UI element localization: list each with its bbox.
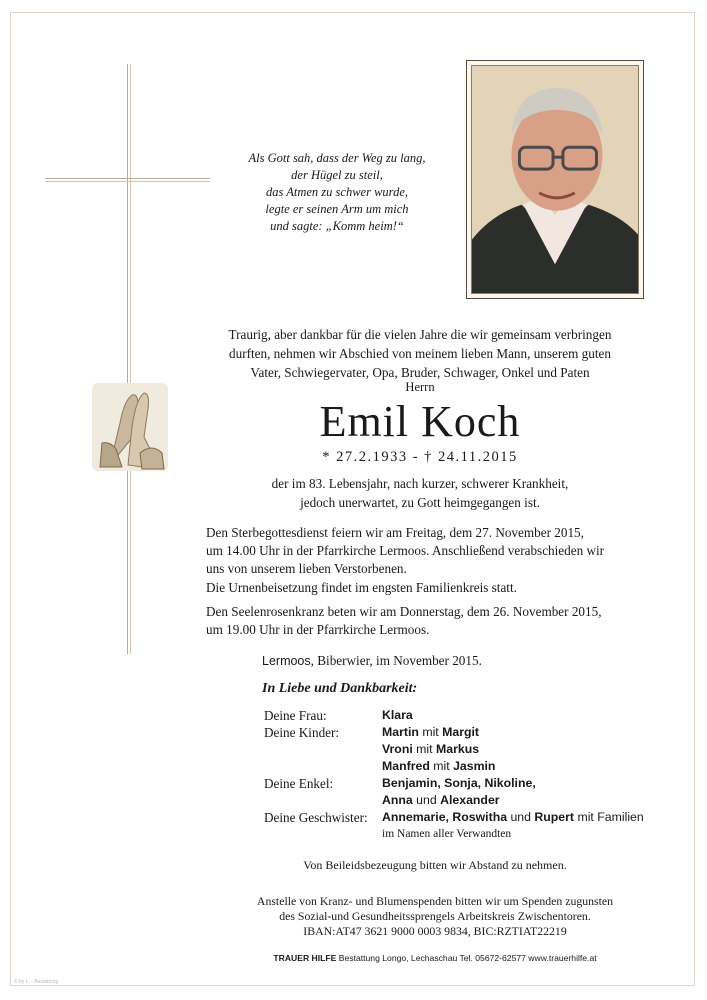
family-row-siblings xyxy=(264,809,664,826)
family-name: Anna xyxy=(382,793,413,807)
age-line: der im 83. Lebensjahr, nach kurzer, schwerer Krankheit, xyxy=(271,476,569,491)
family-name: Vroni xyxy=(382,742,413,756)
family-name: Alexander xyxy=(440,793,500,807)
cross-horizontal-beam xyxy=(45,178,210,182)
family-name: Rupert xyxy=(534,810,575,824)
place-rest: , Biberwier, im November 2015. xyxy=(310,653,482,668)
poem-line: und sagte: „Komm heim!“ xyxy=(270,219,404,233)
family-label: Deine Enkel: xyxy=(264,776,334,791)
portrait-frame xyxy=(466,60,644,299)
family-row-relatives xyxy=(264,826,664,843)
family-connector: mit xyxy=(429,759,454,773)
dedication: In Liebe und Dankbarkeit: xyxy=(262,681,418,696)
footer-brand: TRAUER HILFE xyxy=(273,953,337,963)
family-connector: mit xyxy=(418,725,443,739)
donation-line: des Sozial-und Gesundheitssprengels Arbeitskreis Zwischentoren. xyxy=(279,909,591,923)
deceased-name: Emil Koch xyxy=(319,397,521,446)
poem xyxy=(232,150,442,235)
service-line: Den Sterbegottesdienst feiern wir am Freitag, dem 27. November 2015, xyxy=(206,525,584,540)
poem-line: legte er seinen Arm um mich xyxy=(265,202,409,216)
family-connector: mit Familien xyxy=(574,810,644,824)
rosary-paragraph xyxy=(206,603,648,639)
family-row-wife xyxy=(264,707,664,724)
family-label: Deine Kinder: xyxy=(264,725,340,740)
family-connector: und xyxy=(507,810,535,824)
age-text xyxy=(200,474,640,512)
intro-line: Vater, Schwiegervater, Opa, Bruder, Schwager, Onkel und Paten xyxy=(250,365,590,380)
poem-line: der Hügel zu steil, xyxy=(291,168,383,182)
family-row-children-3 xyxy=(264,758,664,775)
intro-line: durften, nehmen wir Abschied von meinem lieben Mann, unserem guten xyxy=(229,346,611,361)
family-connector: mit xyxy=(412,742,436,756)
family-row-children-2 xyxy=(264,741,664,758)
life-dates: * 27.2.1933 - † 24.11.2015 xyxy=(322,449,518,465)
intro-text xyxy=(200,325,640,382)
family-row-children xyxy=(264,724,664,741)
place-town: Lermoos xyxy=(262,654,311,668)
family-label: Deine Geschwister: xyxy=(264,810,368,825)
donation-note xyxy=(200,894,670,939)
family-name: Benjamin, Sonja, Nikoline, xyxy=(382,776,536,790)
condolence-note: Von Beileidsbezeugung bitten wir Abstand zu nehmen. xyxy=(303,858,567,872)
footer xyxy=(200,953,670,963)
intro-line: Traurig, aber dankbar für die vielen Jahre die wir gemeinsam verbringen xyxy=(228,327,612,342)
family-label: Deine Frau: xyxy=(264,708,327,723)
age-line: jedoch unerwartet, zu Gott heimgegangen ist. xyxy=(300,495,540,510)
family-row-grandchildren-2 xyxy=(264,792,664,809)
family-name: Annemarie, Roswitha xyxy=(382,810,508,824)
family-name: Klara xyxy=(382,708,413,722)
cross-vertical-beam xyxy=(127,64,131,654)
service-line: um 14.00 Uhr in der Pfarrkirche Lermoos. Anschließend verabschieden wir xyxy=(206,543,605,558)
poem-line: Als Gott sah, dass der Weg zu lang, xyxy=(248,151,426,165)
family-list xyxy=(264,707,664,843)
family-name: Martin xyxy=(382,725,419,739)
family-name: Markus xyxy=(435,742,480,756)
portrait-photo xyxy=(471,65,639,294)
poem-line: das Atmen zu schwer wurde, xyxy=(265,185,408,199)
family-name: Margit xyxy=(442,725,480,739)
salutation: Herrn xyxy=(405,380,435,394)
urn-paragraph xyxy=(206,579,648,597)
family-connector: und xyxy=(412,793,441,807)
rosary-line: um 19.00 Uhr in der Pfarrkirche Lermoos. xyxy=(206,622,430,637)
family-name: Manfred xyxy=(382,759,430,773)
donation-line: IBAN:AT47 3621 9000 0003 9834, BIC:RZTIAT22219 xyxy=(303,924,567,938)
family-name: Jasmin xyxy=(453,759,496,773)
relatives-note: im Namen aller Verwandten xyxy=(382,828,512,840)
footer-text: Bestattung Longo, Lechaschau Tel. 05672-62577 www.trauerhilfe.at xyxy=(336,953,597,963)
rosary-line: Den Seelenrosenkranz beten wir am Donnerstag, dem 26. November 2015, xyxy=(206,604,602,619)
urn-line: Die Urnenbeisetzung findet im engsten Familienkreis statt. xyxy=(206,580,517,595)
donation-line: Anstelle von Kranz- und Blumenspenden bitten wir um Spenden zugunsten xyxy=(256,894,614,908)
praying-hands-image xyxy=(92,383,168,471)
tiny-credit: © by L. - Bestattung xyxy=(14,979,59,985)
service-paragraph xyxy=(206,524,648,578)
place-date xyxy=(262,653,482,669)
service-line: uns von unserem lieben Verstorbenen. xyxy=(206,561,407,576)
family-row-grandchildren xyxy=(264,775,664,792)
